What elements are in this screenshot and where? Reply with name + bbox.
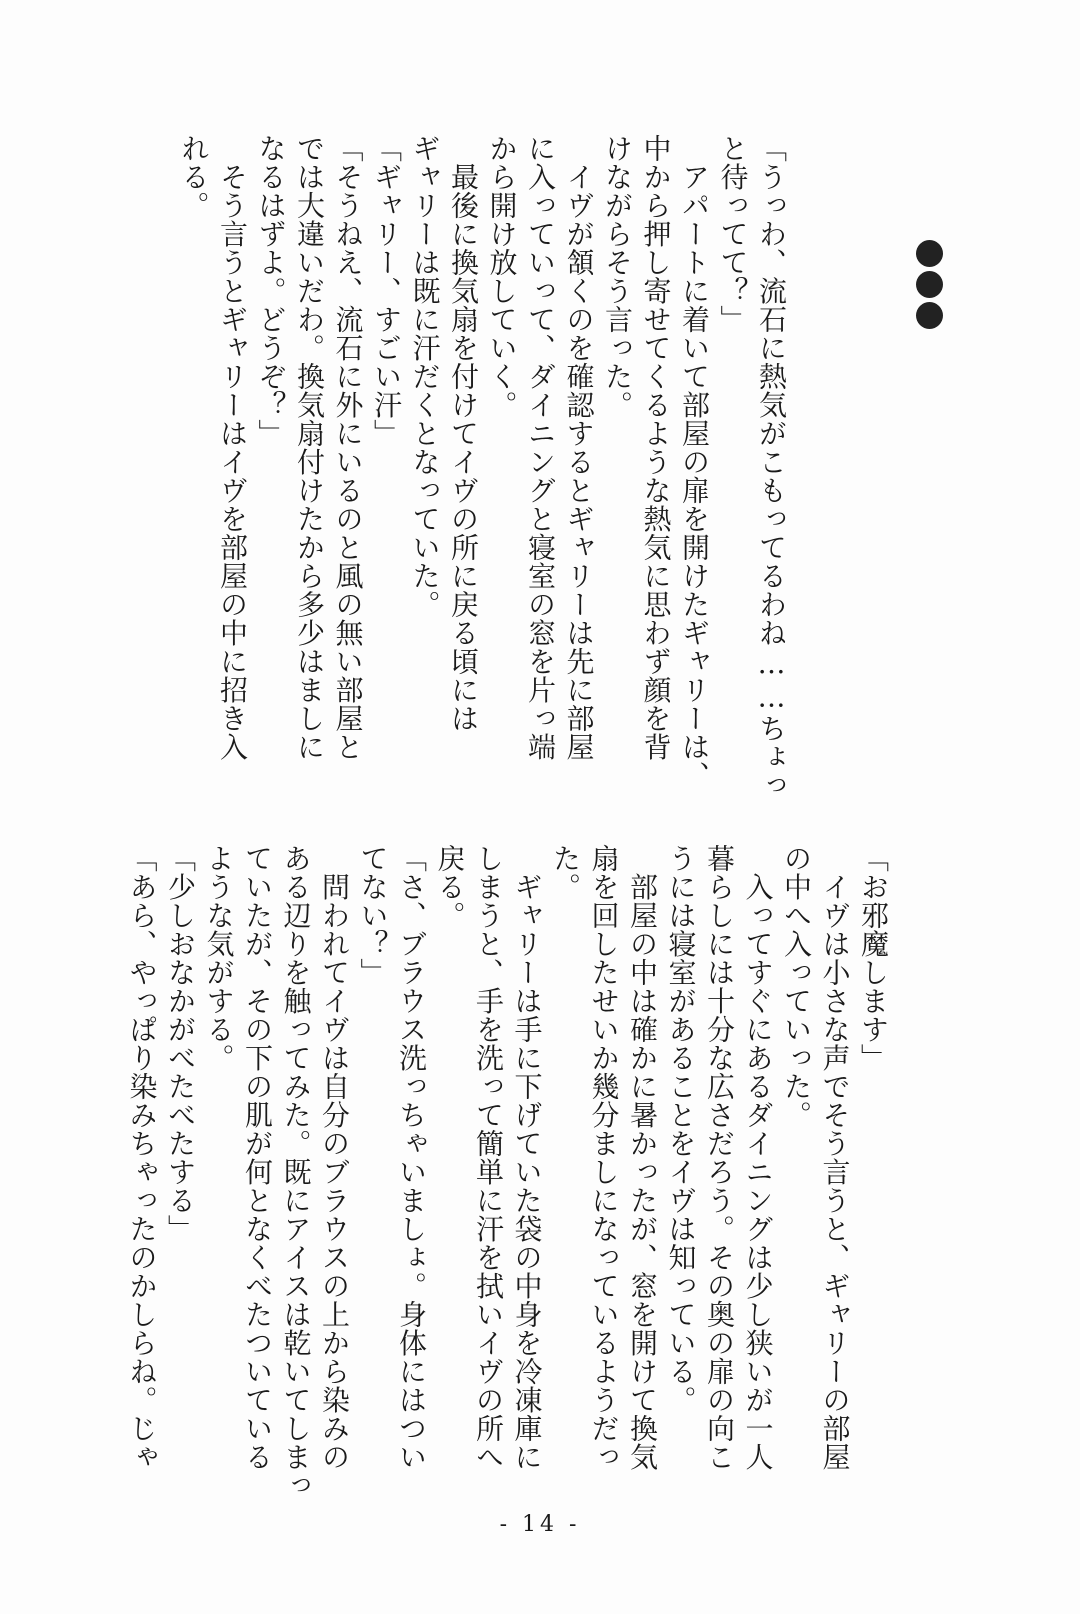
text-line: ある辺りを触ってみた。既にアイスは乾いてしまっ (279, 844, 313, 1500)
filled-circle-icon (916, 240, 943, 267)
text-line: 部屋の中は確かに暑かったが、窓を開けて換気 (626, 844, 659, 1471)
text-line: てない？」 (356, 844, 390, 987)
text-line: 「そうねえ、流石に外にいるのと風の無い部屋と (331, 134, 365, 761)
text-line: 「ギャリー、すごい汗」 (370, 134, 403, 448)
filled-circle-icon (916, 271, 943, 298)
upper-text-block (174, 134, 790, 800)
text-line: 入ってすぐにあるダイニングは少し狭いが一人 (741, 844, 775, 1471)
text-line: 「さ、ブラウス洗っちゃいましょ。身体にはつい (395, 844, 428, 1471)
text-line: に入っていって、ダイニングと寝室の窓を片っ端 (524, 134, 557, 761)
text-line: イヴは小さな声でそう言うと、ギャリーの部屋 (818, 844, 852, 1471)
text-line: しまうと、手を洗って簡単に汗を拭いイヴの所へ (472, 844, 505, 1471)
text-line: アパートに着いて部屋の扉を開けたギャリーは、 (678, 134, 711, 790)
text-line: た。 (549, 844, 582, 901)
text-line: 最後に換気扇を付けてイヴの所に戻る頃には (447, 134, 480, 733)
section-break-marker (916, 240, 944, 329)
text-line: と待ってて？」 (716, 134, 750, 334)
text-line: 「お邪魔します」 (857, 844, 890, 1072)
text-line: 暮らしには十分な広さだろう。その奥の扉の向こ (703, 844, 736, 1471)
text-line: 問われてイヴは自分のブラウスの上から染みの (318, 844, 351, 1471)
text-line: けながらそう言った。 (601, 134, 634, 419)
text-line: ギャリーは手に下げていた袋の中身を冷凍庫に (510, 844, 544, 1471)
text-line: ような気がする。 (202, 844, 236, 1072)
text-line: ギャリーは既に汗だくとなっていた。 (408, 134, 442, 619)
text-line: 中から押し寄せてくるような熱気に思わず顔を背 (639, 134, 673, 761)
text-line: ていたが、その下の肌が何となくべたついている (241, 844, 274, 1471)
text-line: から開け放していく。 (485, 134, 519, 419)
text-line: イヴが頷くのを確認するとギャリーは先に部屋 (562, 134, 596, 761)
page-number: - 14 - (499, 1512, 581, 1537)
lower-text-block (122, 844, 892, 1500)
text-line: 扇を回したせいか幾分ましになっているようだっ (587, 844, 621, 1471)
text-line: 「うっわ、流石に熱気がこもってるわね……ちょっ (755, 134, 788, 800)
text-line: の中へ入っていった。 (780, 844, 813, 1129)
text-line: うには寝室があることをイヴは知っている。 (664, 844, 698, 1414)
text-line: れる。 (177, 134, 211, 220)
text-line: 「少しおなかがべたべたする」 (164, 844, 197, 1243)
text-line: そう言うとギャリーはイヴを部屋の中に招き入 (216, 134, 249, 761)
filled-circle-icon (916, 302, 943, 329)
text-line: なるはずよ。どうぞ？」 (254, 134, 288, 448)
text-line: 「あら、やっぱり染みちゃったのかしらね。じゃ (125, 844, 159, 1471)
text-line: 戻る。 (433, 844, 467, 930)
text-line: では大違いだわ。換気扇付けたから多少はましに (293, 134, 326, 761)
